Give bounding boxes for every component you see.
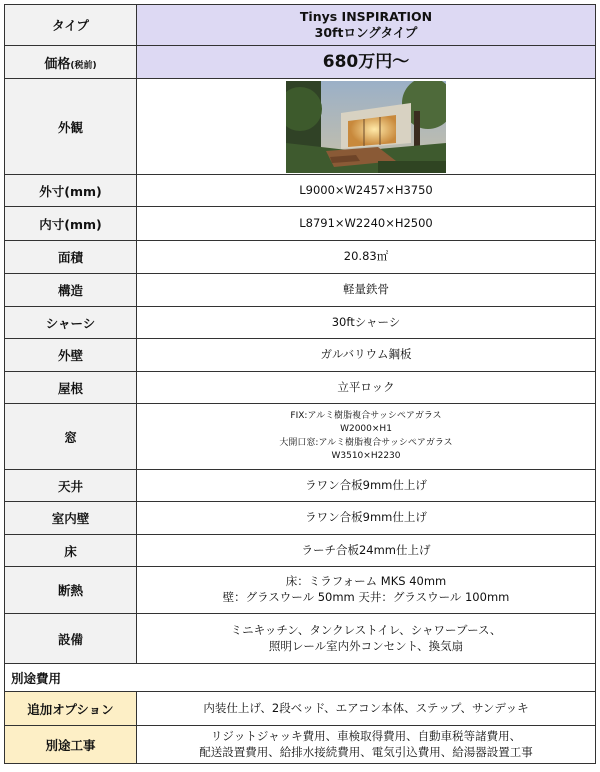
row-equipment: [5, 614, 596, 664]
row-insulation: [5, 567, 596, 614]
window-large-size: W3510×H2230: [331, 451, 401, 461]
window-fix-size: W2000×H1: [340, 424, 392, 434]
structure-label: 構造: [5, 274, 137, 307]
equipment-line-2: 照明レール室内外コンセント、換気扇: [268, 638, 464, 653]
row-separate-work: [5, 726, 596, 764]
window-label: 窓: [5, 404, 137, 470]
roof-label: 屋根: [5, 372, 137, 404]
window-value: [137, 404, 596, 470]
floor-label: 床: [5, 535, 137, 567]
separate-work-value: [137, 726, 596, 764]
structure-value: 軽量鉄骨: [137, 274, 596, 307]
insulation-value: [137, 567, 596, 614]
outer-wall-label: 外壁: [5, 339, 137, 372]
inner-dim-value: L8791×W2240×H2500: [137, 207, 596, 241]
area-label: 面積: [5, 241, 137, 274]
row-outer-dimensions: [5, 175, 596, 207]
separate-work-line-1: リジットジャッキ費用、車検取得費用、自動車税等諸費用、: [210, 728, 522, 743]
equipment-value: [137, 614, 596, 664]
row-type: [5, 5, 596, 46]
ceiling-label: 天井: [5, 470, 137, 502]
row-chassis: [5, 307, 596, 339]
row-outer-wall: [5, 339, 596, 372]
equipment-line-1: ミニキッチン、タンクレストイレ、シャワーブース、: [230, 622, 502, 637]
chassis-label: シャーシ: [5, 307, 137, 339]
window-fix: FIX:アルミ樹脂複合サッシペアガラス: [290, 410, 442, 421]
price-value: 680万円～: [137, 46, 596, 79]
row-options: [5, 692, 596, 726]
insulation-wall-ceiling: 壁：グラスウール 50mm 天井：グラスウール 100mm: [222, 590, 510, 604]
roof-value: 立平ロック: [137, 372, 596, 404]
separate-costs-blank: [137, 664, 596, 692]
chassis-value: 30ftシャーシ: [137, 307, 596, 339]
outer-wall-value: ガルバリウム鋼板: [137, 339, 596, 372]
exterior-look-label: 外観: [5, 79, 137, 175]
row-roof: [5, 372, 596, 404]
row-price: [5, 46, 596, 79]
window-large: 大開口窓:アルミ樹脂複合サッシペアガラス: [279, 437, 453, 448]
exterior-photo-cell: [137, 79, 596, 175]
row-ceiling: [5, 470, 596, 502]
inner-dim-label: 内寸(mm): [5, 207, 137, 241]
spec-table: [4, 4, 596, 764]
row-floor: [5, 535, 596, 567]
equipment-label: 設備: [5, 614, 137, 664]
inner-wall-value: ラワン合板9mm仕上げ: [137, 502, 596, 535]
options-value: 内装仕上げ、2段ベッド、エアコン本体、ステップ、サンデッキ: [137, 692, 596, 726]
area-value: 20.83㎡: [137, 241, 596, 274]
row-inner-dimensions: [5, 207, 596, 241]
row-structure: [5, 274, 596, 307]
separate-work-line-2: 配送設置費用、給排水接続費用、電気引込費用、給湯器設置工事: [199, 744, 533, 759]
row-window: [5, 404, 596, 470]
row-area: [5, 241, 596, 274]
row-exterior-look: [5, 79, 596, 175]
outer-dim-value: L9000×W2457×H3750: [137, 175, 596, 207]
price-tax-note: (税前): [70, 60, 97, 71]
outer-dim-label: 外寸(mm): [5, 175, 137, 207]
separate-work-label: 別途工事: [5, 726, 137, 764]
options-label: 追加オプション: [5, 692, 137, 726]
insulation-label: 断熱: [5, 567, 137, 614]
row-inner-wall: [5, 502, 596, 535]
row-separate-costs-heading: [5, 664, 596, 692]
inner-wall-label: 室内壁: [5, 502, 137, 535]
separate-costs-heading: 別途費用: [5, 664, 137, 692]
type-value: [137, 5, 596, 46]
floor-value: ラーチ合板24mm仕上げ: [137, 535, 596, 567]
ceiling-value: ラワン合板9mm仕上げ: [137, 470, 596, 502]
type-name: Tinys INSPIRATION: [299, 9, 433, 25]
insulation-floor: 床：ミラフォーム MKS 40mm: [285, 574, 447, 589]
exterior-photo: [286, 81, 446, 173]
price-label: 価格(税前): [5, 46, 137, 79]
type-variant: 30ftロングタイプ: [314, 25, 418, 40]
type-label: タイプ: [5, 5, 137, 46]
